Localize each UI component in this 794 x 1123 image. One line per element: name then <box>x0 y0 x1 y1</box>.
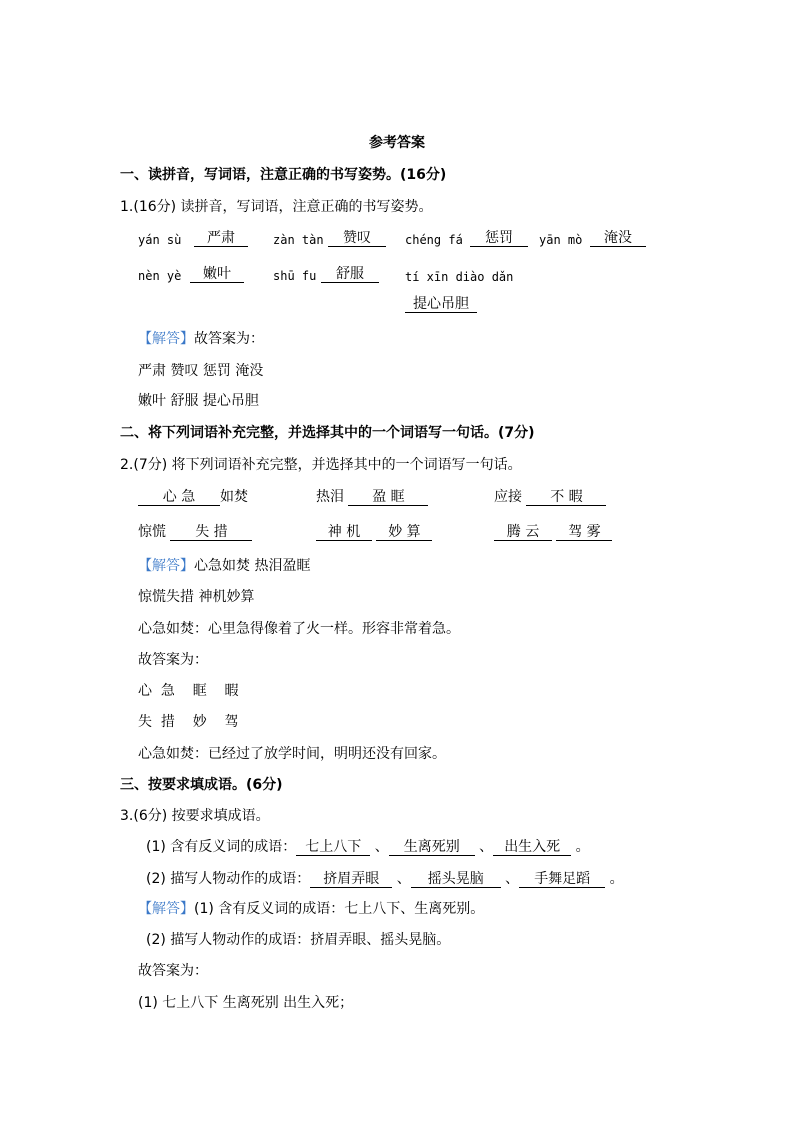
q1-line: (1) 含有反义词的成语： 七上八下 、 生离死别 、 出生入死 。 <box>146 839 590 855</box>
answer-blank: 惩罚 <box>470 230 528 247</box>
pinyin: zàn tàn <box>273 233 324 247</box>
section3-question: 3.(6分) 按要求填成语。 <box>120 808 270 824</box>
answer-blank: 生离死别 <box>389 839 475 856</box>
jieda-label: 【解答】 <box>138 331 194 347</box>
idiom-item <box>138 488 248 506</box>
answer-line: (2) 描写人物动作的成语：挤眉弄眼、摇头晃脑。 <box>146 932 451 948</box>
idiom-pre: 热泪 <box>316 489 344 505</box>
idiom-item <box>316 488 428 506</box>
answer-blank: 七上八下 <box>296 839 370 856</box>
answer-line: 失 措 妙 驾 <box>138 714 239 730</box>
jieda-line <box>138 557 310 575</box>
idiom-item <box>494 523 612 541</box>
answer-blank: 赞叹 <box>328 230 386 247</box>
idiom-blank: 不 暇 <box>526 489 606 506</box>
idiom-pre: 应接 <box>494 489 522 505</box>
idiom-blank: 盈 眶 <box>348 489 428 506</box>
answer-blank: 摇头晃脑 <box>411 871 501 888</box>
answer-blank: 淹没 <box>590 230 646 247</box>
answer-blank: 提心吊胆 <box>405 296 477 313</box>
idiom-pre: 惊慌 <box>138 524 166 540</box>
section1-heading: 一、读拼音，写词语，注意正确的书写姿势。(16分) <box>120 167 447 183</box>
idiom-item <box>316 523 432 541</box>
q1-label: (1) 含有反义词的成语： <box>146 839 297 855</box>
answer-label: 故答案为： <box>138 652 208 668</box>
pinyin: yán sù <box>138 233 182 247</box>
section3-heading: 三、按要求填成语。(6分) <box>120 777 283 793</box>
answer-label: 故答案为： <box>138 963 208 979</box>
idiom-post: 如焚 <box>220 489 248 505</box>
pinyin: shū fu <box>273 269 317 283</box>
answer-line: 严肃 赞叹 惩罚 淹没 <box>138 363 264 379</box>
answer-line: 惊慌失措 神机妙算 <box>138 589 255 605</box>
answer-blank: 严肃 <box>194 230 248 247</box>
pinyin: chéng fá <box>405 233 463 247</box>
answer-line: (1) 七上八下 生离死别 出生入死； <box>138 995 354 1011</box>
idiom-blank: 神 机 <box>316 524 372 541</box>
jieda-line <box>138 900 484 918</box>
answer-blank: 出生入死 <box>493 839 571 856</box>
pinyin: tí xīn diào dǎn <box>405 270 514 284</box>
idiom-blank: 腾 云 <box>494 524 552 541</box>
idiom-blank: 心 急 <box>138 489 220 506</box>
idiom-item <box>494 488 606 506</box>
answer-line: 嫩叶 舒服 提心吊胆 <box>138 393 259 409</box>
answer-blank: 舒服 <box>321 266 379 283</box>
page-title: 参考答案 <box>369 135 425 151</box>
q2-line: (2) 描写人物动作的成语： 挤眉弄眼 、 摇头晃脑 、 手舞足蹈 。 <box>146 871 624 887</box>
explain-line: 心急如焚：心里急得像着了火一样。形容非常着急。 <box>138 621 460 637</box>
jieda-text: 故答案为： <box>194 331 264 347</box>
jieda-text: (1) 含有反义词的成语：七上八下、生离死别。 <box>194 901 485 917</box>
sentence-line: 心急如焚：已经过了放学时间，明明还没有回家。 <box>138 746 446 762</box>
idiom-blank: 驾 雾 <box>556 524 612 541</box>
jieda-label: 【解答】 <box>138 558 194 574</box>
section2-question: 2.(7分) 将下列词语补充完整，并选择其中的一个词语写一句话。 <box>120 457 522 473</box>
jieda-text: 心急如焚 热泪盈眶 <box>194 558 311 574</box>
idiom-blank: 妙 算 <box>376 524 432 541</box>
answer-blank: 手舞足蹈 <box>519 871 605 888</box>
jieda-line <box>138 330 264 348</box>
section2-heading: 二、将下列词语补充完整，并选择其中的一个词语写一句话。(7分) <box>120 425 535 441</box>
idiom-blank: 失 措 <box>170 524 252 541</box>
answer-blank: 挤眉弄眼 <box>310 871 392 888</box>
jieda-label: 【解答】 <box>138 901 194 917</box>
section1-question: 1.(16分) 读拼音，写词语，注意正确的书写姿势。 <box>120 199 433 215</box>
answer-blank: 嫩叶 <box>190 266 244 283</box>
pinyin: nèn yè <box>138 269 182 283</box>
idiom-item <box>138 523 252 541</box>
q2-label: (2) 描写人物动作的成语： <box>146 871 311 887</box>
answer-line: 心 急 眶 暇 <box>138 683 239 699</box>
pinyin: yān mò <box>539 233 583 247</box>
